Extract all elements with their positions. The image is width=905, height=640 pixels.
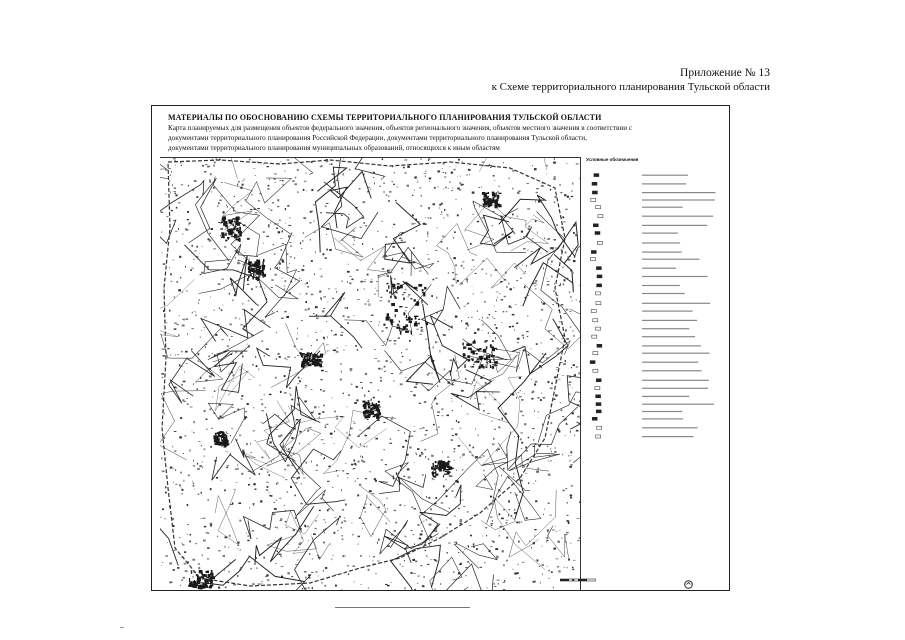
legend-title: Условные обозначения <box>586 157 639 162</box>
margin-mark <box>120 627 124 628</box>
sheet-title: МАТЕРИАЛЫ ПО ОБОСНОВАНИЮ СХЕМЫ ТЕРРИТОРИАЛЬНОГО ПЛАНИРОВАНИЯ ТУЛЬСКОЙ ОБЛАСТИ <box>168 113 602 122</box>
appendix-subtitle: к Схеме территориального планирования Тульской области <box>491 81 770 93</box>
sheet-subtitle-line-3: документами территориального планирования муниципальных образований, относящихся к иным областям <box>168 144 500 152</box>
sheet-subtitle-line-1: Карта планируемых для размещения объектов федерального значения, объектов регионального значения, объектов местного значения в соответствии с <box>168 124 633 132</box>
legend-graphic <box>586 157 724 447</box>
appendix-number: Приложение № 13 <box>680 67 770 79</box>
planning-map <box>160 157 581 590</box>
sheet-subtitle-line-2: документами территориального планирования Российской Федерации, документами территориального планирования Тульской области, <box>168 134 587 142</box>
scale-bar <box>560 578 596 583</box>
sheet-header <box>168 112 718 153</box>
footer-line <box>335 607 470 608</box>
map-graphic <box>160 158 580 590</box>
company-logo-icon <box>684 580 693 590</box>
map-legend <box>586 157 724 447</box>
appendix-caption <box>492 66 770 94</box>
